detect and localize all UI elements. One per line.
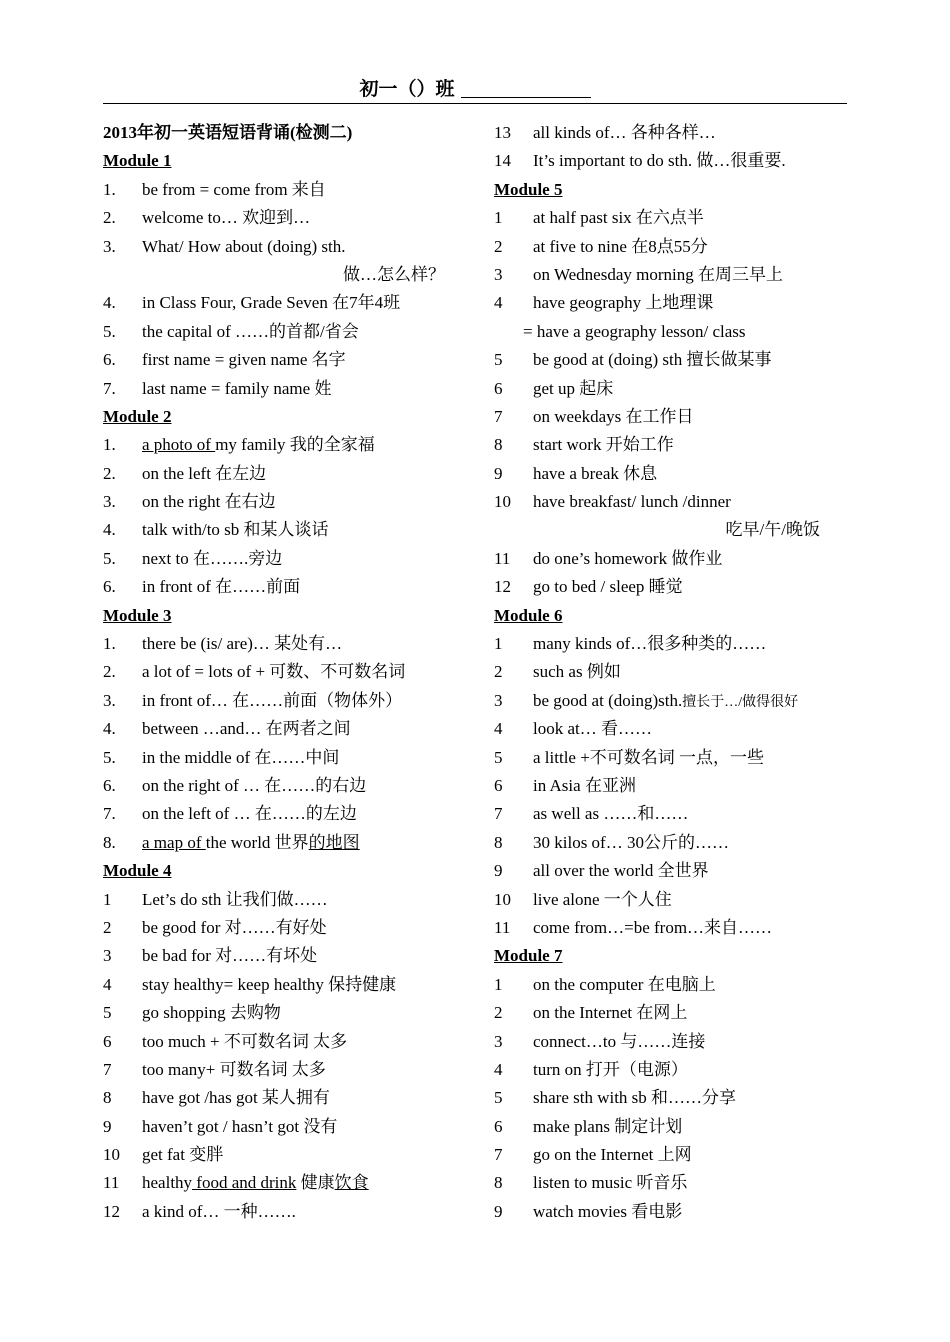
phrase-item [103,1056,475,1084]
phrase-text: the world 世界 [205,832,309,852]
phrase-item [103,1028,475,1056]
module-2-list [103,431,475,601]
phrase-item [494,1198,854,1226]
phrase-item [103,318,475,346]
phrase-text: What/ How about (doing) sth. [142,236,346,256]
phrase-item [103,1198,475,1226]
underlined-text: 的地图 [308,832,360,852]
phrase-text: such as 例如 [533,662,621,682]
item-number: 5. [103,747,116,767]
module-4-list [103,886,475,1227]
phrase-item [103,346,475,374]
phrase-item [494,1141,854,1169]
phrase-text: come from…=be from…来自…… [533,917,773,937]
phrase-continuation [494,516,854,544]
phrase-item [103,999,475,1027]
item-number: 3 [494,1031,503,1051]
phrase-text: my family 我的全家福 [215,435,375,455]
phrase-item [103,800,475,828]
phrase-item [103,573,475,601]
phrase-text: haven’t got / hasn’t got 没有 [142,1116,338,1136]
phrase-text: on the left of … 在……的左边 [142,804,357,824]
phrase-text: 吃早/午/晚饭 [725,520,820,540]
phrase-text: It’s important to do sth. 做…很重要. [533,151,786,171]
item-number: 7 [103,1059,112,1079]
module-1-heading: Module 1 [103,151,172,171]
phrase-item [494,744,854,772]
phrase-text: on the Internet 在网上 [533,1003,688,1023]
phrase-item [103,375,475,403]
module-5-list [494,204,854,601]
right-column [494,119,854,1226]
phrase-item [103,1141,475,1169]
phrase-text: be good at (doing) sth 擅长做某事 [533,350,772,370]
phrase-item [494,658,854,686]
phrase-item [494,233,854,261]
item-number: 10 [494,492,511,512]
phrase-text: 30 kilos of… 30公斤的…… [533,832,729,852]
phrase-text: the capital of ……的首都/省会 [142,321,359,341]
phrase-item [494,1028,854,1056]
item-number: 2 [494,236,503,256]
phrase-item [494,460,854,488]
item-number: 2 [494,662,503,682]
item-number: 6 [494,775,503,795]
phrase-text: start work 开始工作 [533,435,674,455]
phrase-text: on the computer 在电脑上 [533,974,716,994]
phrase-item [103,971,475,999]
phrase-text: between …and… 在两者之间 [142,719,351,739]
phrase-text: do one’s homework 做作业 [533,548,723,568]
phrase-text: turn on 打开（电源） [533,1059,688,1079]
phrase-text: a lot of = lots of + 可数、不可数名词 [142,662,406,682]
module-6-heading: Module 6 [494,605,563,625]
item-number: 1. [103,179,116,199]
phrase-text: many kinds of…很多种类的…… [533,634,767,654]
phrase-text: too much + 不可数名词 太多 [142,1031,348,1051]
phrase-continuation [103,261,475,289]
phrase-text: in front of 在……前面 [142,577,301,597]
phrase-item [494,687,854,715]
phrase-text: last name = family name 姓 [142,378,332,398]
module-1-list [103,176,475,403]
item-number: 3. [103,690,116,710]
phrase-text: 做…怎么样？ [343,264,445,284]
item-number: 4 [494,293,503,313]
item-number: 10 [103,1145,120,1165]
item-number: 11 [494,548,511,568]
phrase-item [103,289,475,317]
phrase-item [103,715,475,743]
item-number: 5 [494,1088,503,1108]
phrase-continuation [494,318,854,346]
underlined-text: 饮食 [334,1173,369,1193]
item-number: 4 [494,719,503,739]
item-number: 8 [103,1088,112,1108]
underlined-text: a photo of [142,435,216,455]
item-number: 7 [494,1145,503,1165]
item-number: 5 [494,350,503,370]
phrase-item [494,886,854,914]
item-number: 13 [494,123,511,142]
phrase-text: have a break 休息 [533,463,658,483]
phrase-text: get up 起床 [533,378,614,398]
phrase-text: next to 在…….旁边 [142,548,283,568]
item-number: 4. [103,520,116,540]
phrase-text: stay healthy= keep healthy 保持健康 [142,974,397,994]
phrase-item [494,857,854,885]
phrase-text: go shopping 去购物 [142,1003,281,1023]
item-number: 6 [494,378,503,398]
phrase-text: have got /has got 某人拥有 [142,1088,330,1108]
phrase-text: all kinds of… 各种各样… [533,123,716,142]
phrase-text: live alone 一个人住 [533,889,672,909]
module-3-heading: Module 3 [103,605,172,625]
item-number: 5 [103,1003,112,1023]
phrase-text: in the middle of 在……中间 [142,747,340,767]
item-number: 4. [103,719,116,739]
phrase-text: welcome to… 欢迎到… [142,208,311,228]
phrase-item [494,204,854,232]
item-number: 3 [494,690,503,710]
phrase-text: go to bed / sleep 睡觉 [533,577,683,597]
item-number: 1 [494,974,503,994]
phrase-note: 擅长于…/做得很好 [682,694,799,710]
item-number: 6. [103,350,116,370]
phrase-item [494,914,854,942]
phrase-text: go on the Internet 上网 [533,1145,692,1165]
phrase-item [494,1113,854,1141]
class-label: 初一（）班 [359,79,455,100]
module-3-list [103,630,475,857]
item-number: 11 [103,1173,120,1193]
underlined-text: food and drink [192,1173,297,1193]
phrase-item [103,176,475,204]
phrase-item [494,1084,854,1112]
phrase-text: first name = given name 名字 [142,350,346,370]
item-number: 8. [103,832,116,852]
item-number: 7 [494,804,503,824]
phrase-text: = have a geography lesson/ class [523,321,746,341]
phrase-item [494,999,854,1027]
phrase-item [103,658,475,686]
phrase-text: healthy [142,1173,193,1193]
phrase-item [494,1056,854,1084]
item-number: 12 [103,1201,120,1221]
phrase-text: there be (is/ are)… 某处有… [142,634,343,654]
item-number: 9 [494,463,503,483]
phrase-item [103,1084,475,1112]
phrase-text: as well as ……和…… [533,804,689,824]
phrase-item [103,630,475,658]
item-number: 3 [494,264,503,284]
phrase-text: be good for 对……有好处 [142,917,327,937]
item-number: 1. [103,435,116,455]
phrase-text: on the right of … 在……的右边 [142,775,367,795]
page-header [103,76,847,104]
item-number: 4 [103,974,112,994]
item-number: 11 [494,917,511,937]
item-number: 7. [103,378,116,398]
phrase-text: 健康 [296,1173,335,1193]
phrase-text: connect…to 与……连接 [533,1031,706,1051]
phrase-item [494,375,854,403]
phrase-item [494,545,854,573]
phrase-text: Let’s do sth 让我们做…… [142,889,328,909]
item-number: 1 [494,208,503,228]
phrase-item [494,800,854,828]
item-number: 2. [103,463,116,483]
phrase-item [494,488,854,516]
phrase-item [494,147,854,175]
item-number: 4 [494,1059,503,1079]
phrase-item [103,942,475,970]
phrase-item [103,772,475,800]
phrase-item [494,431,854,459]
phrase-item [103,1169,475,1197]
phrase-item [494,289,854,317]
phrase-text: get fat 变胖 [142,1145,224,1165]
phrase-text: listen to music 听音乐 [533,1173,688,1193]
item-number: 2 [103,917,112,937]
item-number: 3. [103,236,116,256]
item-number: 1 [494,634,503,654]
phrase-text: too many+ 可数名词 太多 [142,1059,326,1079]
phrase-text: all over the world 全世界 [533,861,709,881]
item-number: 9 [103,1116,112,1136]
item-number: 8 [494,1173,503,1193]
module-6-list [494,630,854,942]
item-number: 2. [103,208,116,228]
item-number: 9 [494,861,503,881]
item-number: 8 [494,435,503,455]
underlined-text: a map of [142,832,206,852]
module-7-list [494,971,854,1227]
phrase-item [494,403,854,431]
phrase-item [494,630,854,658]
phrase-item [103,488,475,516]
phrase-item [103,886,475,914]
item-number: 14 [494,151,511,171]
phrase-item [103,431,475,459]
item-number: 6. [103,577,116,597]
module-5-heading: Module 5 [494,179,563,199]
phrase-text: a little +不可数名词 一点，一些 [533,747,765,767]
item-number: 5. [103,321,116,341]
phrase-text: at half past six 在六点半 [533,208,704,228]
item-number: 3 [103,946,112,966]
phrase-text: at five to nine 在8点55分 [533,236,708,256]
phrase-item [103,460,475,488]
phrase-item [494,573,854,601]
phrase-text: talk with/to sb 和某人谈话 [142,520,329,540]
phrase-item [103,829,475,857]
phrase-text: be bad for 对……有坏处 [142,946,318,966]
item-number: 4. [103,293,116,313]
phrase-item [103,516,475,544]
phrase-item [494,829,854,857]
phrase-text: share sth with sb 和……分享 [533,1088,737,1108]
phrase-item [494,261,854,289]
left-column [103,119,475,1226]
item-number: 3. [103,492,116,512]
name-blank [461,77,591,98]
phrase-item [103,233,475,261]
phrase-item [494,772,854,800]
phrase-text: make plans 制定计划 [533,1116,683,1136]
module-4-continued-list [494,119,854,176]
item-number: 5 [494,747,503,767]
phrase-item [494,715,854,743]
item-number: 2. [103,662,116,682]
item-number: 12 [494,577,511,597]
phrase-item [103,204,475,232]
item-number: 6. [103,775,116,795]
phrase-text: be from = come from 来自 [142,179,326,199]
phrase-text: on the right 在右边 [142,492,276,512]
item-number: 7. [103,804,116,824]
item-number: 8 [494,832,503,852]
phrase-item [494,1169,854,1197]
module-2-heading: Module 2 [103,406,172,426]
item-number: 6 [494,1116,503,1136]
phrase-item [103,545,475,573]
phrase-item [494,971,854,999]
item-number: 9 [494,1201,503,1221]
phrase-item [103,687,475,715]
phrase-text: in Asia 在亚洲 [533,775,636,795]
item-number: 1. [103,634,116,654]
item-number: 5. [103,548,116,568]
item-number: 1 [103,889,112,909]
item-number: 10 [494,889,511,909]
phrase-item [494,119,854,147]
item-number: 6 [103,1031,112,1051]
module-7-heading: Module 7 [494,946,563,966]
phrase-item [494,346,854,374]
phrase-item [103,744,475,772]
phrase-text: have breakfast/ lunch /dinner [533,492,731,512]
module-4-heading: Module 4 [103,861,172,881]
phrase-text: on weekdays 在工作日 [533,406,694,426]
phrase-text: look at… 看…… [533,719,652,739]
phrase-text: have geography 上地理课 [533,293,714,313]
item-number: 2 [494,1003,503,1023]
phrase-text: be good at (doing)sth. [533,690,683,710]
phrase-text: on the left 在左边 [142,463,267,483]
phrase-item [103,914,475,942]
phrase-text: on Wednesday morning 在周三早上 [533,264,783,284]
phrase-text: watch movies 看电影 [533,1201,683,1221]
phrase-text: in Class Four, Grade Seven 在7年4班 [142,293,401,313]
item-number: 7 [494,406,503,426]
phrase-item [103,1113,475,1141]
phrase-text: in front of… 在……前面（物体外） [142,690,403,710]
document-title: 2013年初一英语短语背诵(检测二) [103,123,353,142]
phrase-text: a kind of… 一种……. [142,1201,296,1221]
